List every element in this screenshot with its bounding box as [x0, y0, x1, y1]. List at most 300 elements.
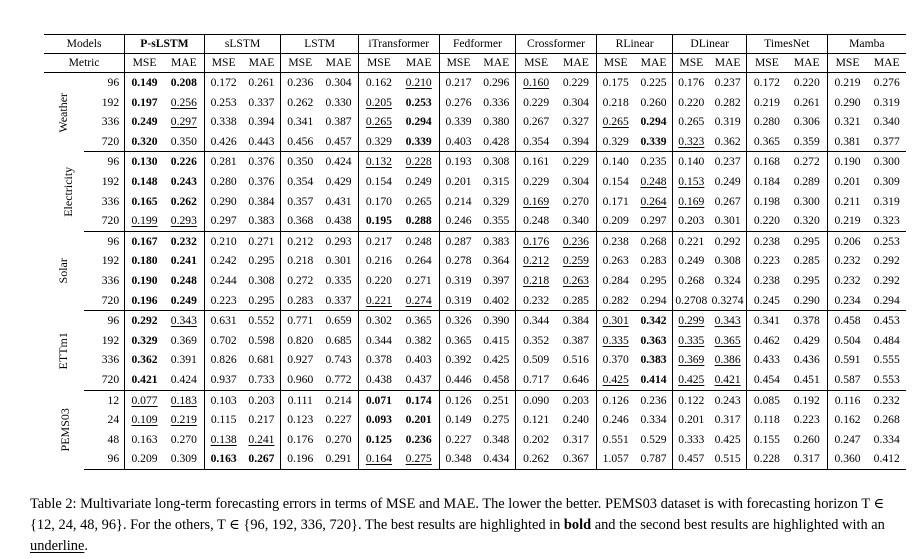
value-cell-mse: 0.302	[358, 311, 398, 331]
value-cell-mae: 0.301	[709, 211, 746, 231]
table-row	[44, 449, 906, 469]
value-cell-mae: 0.276	[873, 76, 900, 89]
value-cell-mae: 0.240	[562, 413, 589, 427]
value-cell-mae: 0.295	[248, 254, 275, 268]
value-cell-mse: 0.203	[673, 211, 709, 231]
value-cell-mse: 0.220	[358, 271, 398, 291]
value-cell-mae: 0.253	[873, 234, 900, 248]
value-cell-mse: 0.103	[204, 390, 242, 410]
value-cell-mae: 0.259	[562, 254, 589, 268]
value-cell-mae: 0.380	[483, 115, 510, 129]
value-cell-mae: 0.229	[562, 155, 589, 169]
value-cell-mae: 0.265	[405, 194, 432, 208]
value-cell-mse: 0.2708	[673, 291, 709, 311]
dataset-name: ETTm1	[56, 331, 71, 369]
results-table	[44, 34, 906, 470]
value-cell-mae: 0.383	[243, 211, 281, 231]
value-cell-mae: 0.428	[477, 132, 515, 152]
value-cell-mse: 0.272	[281, 271, 319, 291]
value-cell-mae: 0.376	[248, 155, 275, 169]
caption-text-part2: and the second best results are highlighted with an	[591, 517, 885, 533]
metric-mae-header: MAE	[635, 54, 673, 73]
metric-mse-header: MSE	[596, 54, 634, 73]
results-table-container	[44, 34, 906, 470]
value-cell-mae: 0.424	[164, 370, 204, 390]
value-cell-mse: 0.232	[827, 271, 867, 291]
value-cell-mse: 0.198	[747, 192, 787, 212]
table-row	[44, 410, 906, 430]
value-cell-mse: 0.115	[204, 410, 242, 430]
value-cell-mae: 0.256	[170, 95, 197, 109]
dataset-group-pems03	[44, 390, 906, 469]
value-cell-mse: 0.290	[204, 192, 242, 212]
value-cell-mse: 0.223	[747, 251, 787, 271]
table-row	[44, 331, 906, 351]
value-cell-mse: 0.365	[747, 132, 787, 152]
value-cell-mae: 0.484	[873, 333, 900, 347]
value-cell-mse: 0.504	[827, 331, 867, 351]
value-cell-mse: 0.126	[439, 390, 477, 410]
value-cell-mse: 0.218	[281, 251, 319, 271]
value-cell-mae: 0.659	[325, 314, 352, 328]
value-cell-mae: 0.304	[562, 95, 589, 109]
value-cell-mse: 0.209	[125, 449, 164, 469]
value-cell-mae: 0.264	[405, 254, 432, 268]
value-cell-mse: 0.292	[125, 311, 164, 331]
value-cell-mae: 0.337	[248, 95, 275, 109]
value-cell-mae: 0.304	[325, 76, 352, 89]
value-cell-mae: 0.294	[640, 115, 667, 129]
value-cell-mae: 0.270	[562, 194, 589, 208]
value-cell-mse: 0.242	[204, 251, 242, 271]
value-cell-mae: 0.249	[714, 174, 741, 188]
value-cell-mae: 0.260	[793, 432, 820, 446]
value-cell-mae: 0.288	[399, 211, 439, 231]
value-cell-mse: 0.454	[747, 370, 787, 390]
value-cell-mse: 0.125	[358, 430, 398, 450]
value-cell-mae: 0.438	[319, 211, 358, 231]
dataset-name: Solar	[56, 258, 71, 284]
dataset-group-electricity	[44, 152, 906, 231]
value-cell-mse: 0.221	[673, 231, 709, 251]
value-cell-mae: 0.249	[405, 174, 432, 188]
value-cell-mae: 0.282	[714, 95, 741, 109]
value-cell-mae: 0.267	[243, 449, 281, 469]
value-cell-mae: 0.443	[243, 132, 281, 152]
value-cell-mae: 0.309	[164, 449, 204, 469]
table-row	[44, 73, 906, 93]
value-cell-mse: 0.329	[358, 132, 398, 152]
value-cell-mae: 0.237	[714, 76, 741, 89]
value-cell-mse: 0.121	[516, 410, 556, 430]
value-cell-mae: 0.174	[405, 393, 432, 407]
value-cell-mse: 0.249	[673, 251, 709, 271]
model-header-fedformer: Fedformer	[439, 35, 516, 54]
value-cell-mae: 0.210	[405, 76, 432, 89]
value-cell-mse: 0.338	[204, 112, 242, 132]
table-row	[44, 192, 906, 212]
value-cell-mae: 0.327	[562, 115, 589, 129]
value-cell-mae: 0.386	[714, 353, 741, 367]
value-cell-mae: 0.295	[640, 273, 667, 287]
value-cell-mse: 0.232	[827, 251, 867, 271]
value-cell-mae: 0.248	[170, 273, 197, 287]
value-cell-mae: 0.232	[873, 393, 900, 407]
table-row	[44, 311, 906, 331]
value-cell-mae: 0.451	[787, 370, 827, 390]
value-cell-mse: 0.220	[747, 211, 787, 231]
value-cell-mae: 0.241	[170, 254, 197, 268]
value-cell-mae: 0.402	[477, 291, 515, 311]
value-cell-mse: 0.176	[516, 231, 556, 251]
table-row	[44, 231, 906, 251]
model-header-lstm: LSTM	[281, 35, 359, 54]
value-cell-mae: 0.300	[873, 155, 900, 169]
value-cell-mae: 0.436	[793, 353, 820, 367]
metric-mae-header: MAE	[164, 54, 204, 73]
value-cell-mae: 0.237	[714, 155, 741, 169]
value-cell-mse: 0.344	[516, 311, 556, 331]
value-cell-mae: 0.355	[477, 211, 515, 231]
value-cell-mae: 0.263	[562, 273, 589, 287]
value-cell-mae: 0.236	[640, 393, 667, 407]
value-cell-mae: 0.359	[787, 132, 827, 152]
table-row	[44, 172, 906, 192]
value-cell-mae: 0.294	[867, 291, 906, 311]
metric-mae-header: MAE	[399, 54, 439, 73]
value-cell-mse: 0.268	[673, 271, 709, 291]
value-cell-mae: 0.429	[793, 333, 820, 347]
value-cell-mae: 0.378	[793, 314, 820, 328]
horizon-cell: 336	[101, 353, 120, 367]
value-cell-mse: 0.329	[125, 331, 164, 351]
value-cell-mse: 0.326	[439, 311, 477, 331]
value-cell-mse: 0.196	[281, 449, 319, 469]
value-cell-mse: 0.341	[747, 311, 787, 331]
horizon-cell: 12	[107, 393, 120, 407]
value-cell-mse: 0.155	[747, 430, 787, 450]
value-cell-mse: 0.132	[358, 152, 398, 172]
horizon-cell: 720	[84, 211, 124, 231]
value-cell-mse: 0.161	[516, 152, 556, 172]
value-cell-mae: 0.339	[635, 132, 673, 152]
horizon-cell: 336	[101, 194, 120, 208]
model-header-rlinear: RLinear	[596, 35, 673, 54]
value-cell-mse: 0.456	[281, 132, 319, 152]
horizon-cell: 96	[107, 155, 120, 169]
value-cell-mae: 0.382	[405, 333, 432, 347]
dataset-label-cell	[44, 231, 84, 310]
value-cell-mae: 0.334	[873, 432, 900, 446]
value-cell-mse: 0.265	[673, 112, 709, 132]
value-cell-mae: 0.300	[793, 194, 820, 208]
value-cell-mae: 0.183	[170, 393, 197, 407]
value-cell-mse: 0.149	[439, 410, 477, 430]
horizon-cell: 24	[107, 413, 120, 427]
value-cell-mae: 0.283	[640, 254, 667, 268]
value-cell-mse: 0.360	[827, 449, 867, 469]
value-cell-mse: 0.960	[281, 370, 319, 390]
table-row	[44, 132, 906, 152]
value-cell-mse: 0.244	[204, 271, 242, 291]
value-cell-mae: 0.268	[873, 413, 900, 427]
value-cell-mse: 0.297	[204, 211, 242, 231]
value-cell-mse: 0.357	[281, 192, 319, 212]
horizon-cell: 192	[101, 174, 120, 188]
value-cell-mse: 0.176	[281, 430, 319, 450]
metric-mae-header: MAE	[477, 54, 515, 73]
value-cell-mse: 0.171	[596, 192, 634, 212]
value-cell-mae: 0.387	[562, 333, 589, 347]
value-cell-mae: 0.270	[325, 432, 352, 446]
value-cell-mse: 0.217	[439, 73, 477, 93]
horizon-cell: 336	[101, 115, 120, 129]
value-cell-mae: 0.308	[483, 155, 510, 169]
value-cell-mae: 0.458	[477, 370, 515, 390]
value-cell-mae: 0.323	[867, 211, 906, 231]
value-cell-mse: 0.458	[827, 311, 867, 331]
value-cell-mae: 0.429	[325, 174, 352, 188]
value-cell-mse: 0.140	[596, 152, 634, 172]
value-cell-mae: 0.363	[640, 333, 667, 347]
table-row	[44, 291, 906, 311]
dataset-group-solar	[44, 231, 906, 310]
value-cell-mae: 0.285	[556, 291, 596, 311]
value-cell-mse: 0.228	[747, 449, 787, 469]
value-cell-mae: 0.598	[248, 333, 275, 347]
value-cell-mse: 0.219	[747, 93, 787, 113]
value-cell-mae: 0.294	[635, 291, 673, 311]
horizon-cell: 720	[84, 132, 124, 152]
value-cell-mae: 0.248	[405, 234, 432, 248]
table-row	[44, 152, 906, 172]
dataset-name: PEMS03	[57, 408, 72, 452]
value-cell-mse: 0.164	[358, 449, 398, 469]
metric-header-row	[44, 54, 906, 73]
value-cell-mse: 0.344	[358, 331, 398, 351]
value-cell-mae: 0.324	[714, 273, 741, 287]
value-cell-mse: 0.354	[281, 172, 319, 192]
value-cell-mse: 0.218	[516, 271, 556, 291]
value-cell-mse: 0.370	[596, 350, 634, 370]
value-cell-mae: 0.415	[483, 333, 510, 347]
value-cell-mse: 0.321	[827, 112, 867, 132]
value-cell-mse: 0.248	[516, 211, 556, 231]
model-header-mamba: Mamba	[827, 35, 906, 54]
value-cell-mse: 0.265	[596, 112, 634, 132]
model-header-dlinear: DLinear	[673, 35, 747, 54]
value-cell-mse: 0.319	[439, 271, 477, 291]
value-cell-mse: 0.153	[673, 172, 709, 192]
value-cell-mse: 0.217	[358, 231, 398, 251]
value-cell-mse: 0.176	[673, 73, 709, 93]
value-cell-mse: 0.381	[827, 132, 867, 152]
value-cell-mae: 0.270	[170, 432, 197, 446]
value-cell-mae: 0.208	[170, 76, 197, 89]
value-cell-mse: 0.223	[204, 291, 242, 311]
value-cell-mse: 0.281	[204, 152, 242, 172]
value-cell-mae: 0.241	[248, 432, 275, 446]
value-cell-mse: 0.820	[281, 331, 319, 351]
value-cell-mse: 0.368	[281, 211, 319, 231]
value-cell-mse: 0.927	[281, 350, 319, 370]
value-cell-mse: 0.190	[125, 271, 164, 291]
value-cell-mae: 0.301	[325, 254, 352, 268]
value-cell-mse: 0.287	[439, 231, 477, 251]
value-cell-mae: 0.295	[793, 234, 820, 248]
value-cell-mae: 0.227	[325, 413, 352, 427]
value-cell-mae: 0.348	[483, 432, 510, 446]
value-cell-mae: 0.431	[325, 194, 352, 208]
value-cell-mse: 0.172	[747, 73, 787, 93]
value-cell-mae: 0.217	[248, 413, 275, 427]
value-cell-mae: 0.425	[483, 353, 510, 367]
value-cell-mse: 0.826	[204, 350, 242, 370]
value-cell-mae: 0.289	[793, 174, 820, 188]
dataset-name: Weather	[56, 92, 71, 133]
value-cell-mse: 0.163	[125, 430, 164, 450]
value-cell-mse: 0.426	[204, 132, 242, 152]
horizon-cell: 720	[84, 291, 124, 311]
value-cell-mae: 0.365	[405, 314, 432, 328]
table-row	[44, 350, 906, 370]
value-cell-mse: 0.234	[827, 291, 867, 311]
horizon-cell: 96	[107, 234, 120, 248]
value-cell-mae: 0.367	[556, 449, 596, 469]
value-cell-mae: 0.220	[793, 76, 820, 89]
value-cell-mse: 0.232	[516, 291, 556, 311]
value-cell-mae: 0.317	[787, 449, 827, 469]
value-cell-mse: 0.172	[204, 73, 242, 93]
model-header-timesnet: TimesNet	[747, 35, 828, 54]
value-cell-mse: 0.352	[516, 331, 556, 351]
value-cell-mse: 0.246	[596, 410, 634, 430]
metric-mse-header: MSE	[516, 54, 556, 73]
value-cell-mse: 0.211	[827, 192, 867, 212]
value-cell-mse: 0.219	[827, 211, 867, 231]
metric-mse-header: MSE	[747, 54, 787, 73]
value-cell-mse: 0.238	[596, 231, 634, 251]
value-cell-mae: 0.681	[248, 353, 275, 367]
value-cell-mae: 0.377	[867, 132, 906, 152]
value-cell-mae: 0.304	[562, 174, 589, 188]
value-cell-mae: 0.262	[170, 194, 197, 208]
horizon-cell: 96	[107, 314, 120, 328]
value-cell-mae: 0.320	[787, 211, 827, 231]
value-cell-mse: 0.220	[673, 93, 709, 113]
value-cell-mse: 0.446	[439, 370, 477, 390]
table-row	[44, 251, 906, 271]
value-cell-mae: 0.343	[170, 314, 197, 328]
value-cell-mse: 0.247	[827, 430, 867, 450]
value-cell-mae: 0.515	[709, 449, 746, 469]
value-cell-mse: 0.209	[596, 211, 634, 231]
value-cell-mae: 0.315	[483, 174, 510, 188]
metric-mae-header: MAE	[556, 54, 596, 73]
dataset-label-cell	[44, 311, 84, 390]
value-cell-mse: 0.425	[673, 370, 709, 390]
value-cell-mae: 0.340	[556, 211, 596, 231]
value-cell-mae: 0.297	[170, 115, 197, 129]
value-cell-mae: 0.274	[399, 291, 439, 311]
value-cell-mse: 0.205	[358, 93, 398, 113]
value-cell-mae: 0.309	[873, 174, 900, 188]
value-cell-mae: 0.342	[640, 314, 667, 328]
value-cell-mae: 0.339	[399, 132, 439, 152]
value-cell-mae: 0.529	[640, 432, 667, 446]
value-cell-mae: 0.275	[483, 413, 510, 427]
value-cell-mse: 0.169	[516, 192, 556, 212]
value-cell-mae: 0.249	[164, 291, 204, 311]
value-cell-mae: 0.248	[640, 174, 667, 188]
value-cell-mse: 0.170	[358, 192, 398, 212]
value-cell-mae: 0.225	[640, 76, 667, 89]
value-cell-mae: 0.330	[325, 95, 352, 109]
dataset-group-weather	[44, 73, 906, 152]
value-cell-mse: 0.216	[358, 251, 398, 271]
value-cell-mse: 0.162	[827, 410, 867, 430]
value-cell-mse: 0.206	[827, 231, 867, 251]
value-cell-mse: 0.319	[439, 291, 477, 311]
table-row	[44, 93, 906, 113]
value-cell-mse: 0.267	[516, 112, 556, 132]
value-cell-mae: 0.365	[714, 333, 741, 347]
value-cell-mae: 0.260	[640, 95, 667, 109]
value-cell-mse: 0.093	[358, 410, 398, 430]
value-cell-mae: 0.291	[319, 449, 358, 469]
value-cell-mae: 0.412	[867, 449, 906, 469]
value-cell-mse: 0.717	[516, 370, 556, 390]
value-cell-mse: 0.218	[596, 93, 634, 113]
value-cell-mae: 0.403	[405, 353, 432, 367]
value-cell-mae: 0.787	[635, 449, 673, 469]
value-cell-mae: 0.394	[556, 132, 596, 152]
value-cell-mae: 0.350	[164, 132, 204, 152]
value-cell-mse: 0.154	[358, 172, 398, 192]
value-cell-mse: 0.403	[439, 132, 477, 152]
value-cell-mae: 0.387	[325, 115, 352, 129]
value-cell-mae: 0.285	[793, 254, 820, 268]
value-cell-mse: 0.276	[439, 93, 477, 113]
value-cell-mae: 0.394	[248, 115, 275, 129]
horizon-cell: 48	[107, 432, 120, 446]
value-cell-mae: 0.364	[483, 254, 510, 268]
value-cell-mae: 0.424	[325, 155, 352, 169]
table-row	[44, 390, 906, 410]
metric-mae-header: MAE	[867, 54, 906, 73]
value-cell-mae: 0.292	[873, 273, 900, 287]
value-cell-mse: 0.219	[827, 73, 867, 93]
value-cell-mae: 0.334	[640, 413, 667, 427]
value-cell-mse: 0.196	[125, 291, 164, 311]
value-cell-mse: 0.702	[204, 331, 242, 351]
value-cell-mae: 0.229	[562, 76, 589, 89]
caption-bold-word: bold	[563, 517, 592, 533]
metric-mse-header: MSE	[673, 54, 709, 73]
value-cell-mae: 0.235	[640, 155, 667, 169]
value-cell-mae: 0.425	[714, 432, 741, 446]
value-cell-mae: 0.414	[635, 370, 673, 390]
value-cell-mse: 0.199	[125, 211, 164, 231]
dataset-label-cell	[44, 152, 84, 231]
value-cell-mse: 0.163	[204, 449, 242, 469]
value-cell-mse: 0.149	[125, 73, 164, 93]
value-cell-mse: 0.265	[358, 112, 398, 132]
value-cell-mse: 0.212	[281, 231, 319, 251]
horizon-cell: 192	[101, 333, 120, 347]
value-cell-mse: 0.229	[516, 93, 556, 113]
value-cell-mae: 0.319	[873, 95, 900, 109]
